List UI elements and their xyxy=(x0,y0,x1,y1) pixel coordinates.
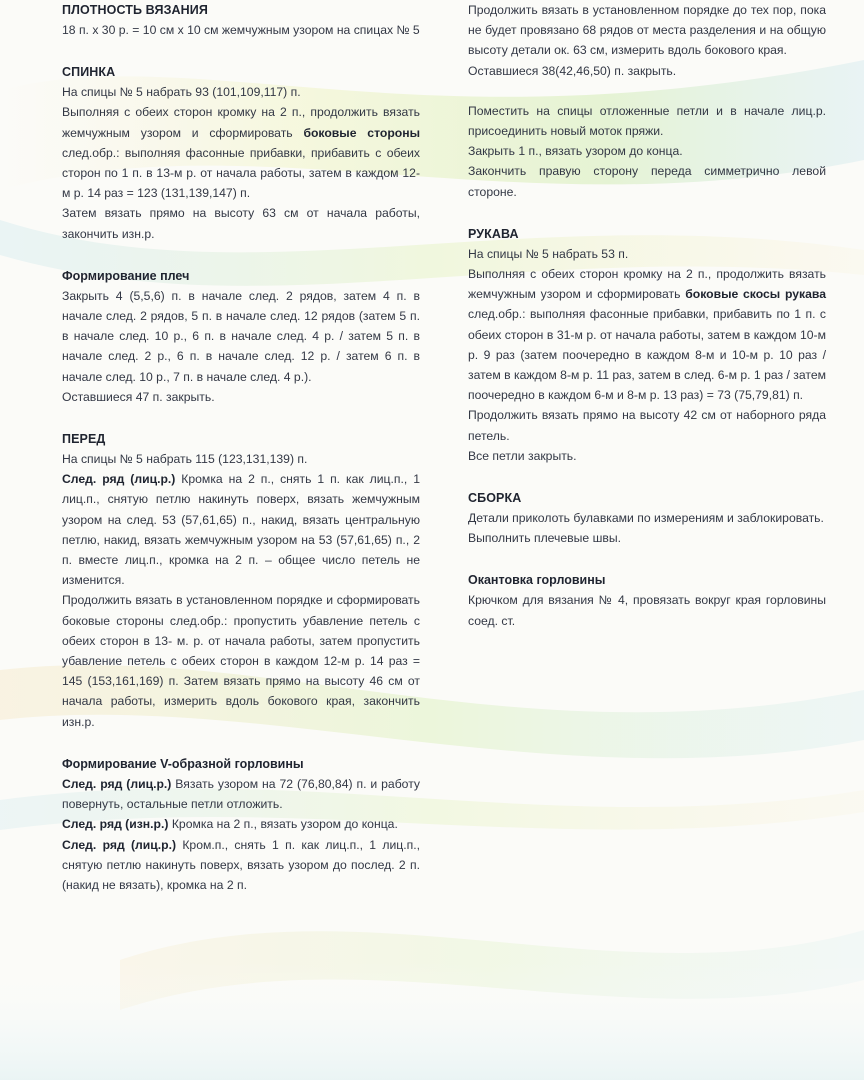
sleeves-paragraph-1: На спицы № 5 набрать 53 п. xyxy=(468,246,629,261)
section-neckline xyxy=(468,570,826,630)
section-vneck xyxy=(62,754,420,895)
assembly-paragraph-2: Выполнить плечевые швы. xyxy=(468,531,621,546)
section-shoulders xyxy=(62,266,420,407)
vneck-p1-lead: След. ряд (лиц.р.) xyxy=(62,776,172,791)
vneck-paragraph-3 xyxy=(62,835,420,896)
continue-paragraph-3: Поместить на спицы отложенные петли и в начале лиц.р. присоединить новый моток пряжи. xyxy=(468,103,826,139)
right-column xyxy=(468,0,826,631)
sleeves-heading: РУКАВА xyxy=(468,226,519,241)
continue-paragraph-2: Оставшиеся 38(42,46,50) п. закрыть. xyxy=(468,63,677,78)
left-column xyxy=(62,0,420,895)
front-heading: ПЕРЕД xyxy=(62,432,106,447)
sleeves-paragraph-2 xyxy=(468,264,826,405)
sleeves-p2-bold: боковые скосы рукава xyxy=(685,287,827,302)
vneck-p2-text: Кромка на 2 п., вязать узором до конца. xyxy=(171,817,398,832)
continue-paragraph-1: Продолжить вязать в установленном порядке до тех пор, пока не будет провязано 68 рядов от места разделения и на общую высоту детали ок. 63 см, измерить вдоль бокового края. xyxy=(468,3,826,58)
assembly-heading: СБОРКА xyxy=(468,491,522,506)
sleeves-p2-start: Выполняя с обеих сторон кромку на 2 п., продолжить вязать жемчужным узором и сформировать xyxy=(468,267,826,302)
neckline-paragraph-1: Крючком для вязания № 4, провязать вокруг края горловины соед. ст. xyxy=(468,593,826,628)
shoulders-paragraph-1: Закрыть 4 (5,5,6) п. в начале след. 2 рядов, затем 4 п. в начале след. 2 рядов, 5 п. в начале след. 12 рядов (затем 5 п. в начале след. 10 р., 6 п. в начале след. 4 р. / затем 5 п. в начале след. 2 р., 6 п. в начале след. 12 р. / затем 6 п. в начале след. 10 р., 7 п. в начале след. 4 р.). xyxy=(62,288,420,384)
vneck-p3-lead: След. ряд (лиц.р.) xyxy=(62,837,177,852)
assembly-paragraph-1: Детали приколоть булавками по измерениям и заблокировать. xyxy=(468,511,824,526)
vneck-p1-text: Вязать узором на 72 (76,80,84) п. и работу повернуть, остальные петли отложить. xyxy=(62,776,421,812)
front-p2-text: Кромка на 2 п., снять 1 п. как лиц.п., 1 лиц.п., снятую петлю накинуть поверх, вязать жемчужным узором на след. 53 (57,61,65) п., накид, вязать центральную петлю, накид, вязать жемчужным узором на 53 (57,61,65) п., 2 п. вместе лиц.п., кромка на 2 п. – общее число петель не изменится. xyxy=(62,472,421,588)
sleeves-paragraph-3: Продолжить вязать прямо на высоту 42 см от наборного ряда петель. xyxy=(468,408,826,443)
section-front xyxy=(62,429,420,732)
front-paragraph-3: Продолжить вязать в установленном порядке и сформировать боковые стороны след.обр.: пропустить убавление петель с обеих сторон в 13- м. р. от начала работы, затем пропустить убавление петель с обеих сторон в каждом 12-м р. 14 раз = 145 (153,161,169) п. Затем вязать прямо на высоту 46 см от начала работы, измерить вдоль бокового края, закончить изн.р. xyxy=(62,593,420,729)
back-p2-start: Выполняя с обеих сторон кромку на 2 п., продолжить вязать жемчужным узором и сформировать xyxy=(62,105,420,140)
sleeves-p2-end: след.обр.: выполняя фасонные прибавки, прибавить по 1 п. с обеих сторон в 31-м р. от начала работы, затем в каждом 10-м р. 9 раз (затем поочередно в каждом 8-м и 10-м р. 10 раз / затем в каждом 8-м р. 11 раз, затем в след. 6-м р. 1 раз / затем поочередно в каждом 6-м и 8-м р. 13 раз) = 73 (75,79,81) п. xyxy=(468,307,826,403)
vneck-paragraph-1 xyxy=(62,774,420,814)
front-p2-lead: След. ряд (лиц.р.) xyxy=(62,472,176,487)
sleeves-paragraph-4: Все петли закрыть. xyxy=(468,448,577,463)
section-sleeves xyxy=(468,224,826,466)
vneck-p2-lead: След. ряд (изн.р.) xyxy=(62,817,169,832)
shoulders-paragraph-2: Оставшиеся 47 п. закрыть. xyxy=(62,389,215,404)
vneck-p3-text: Кром.п., снять 1 п. как лиц.п., 1 лиц.п., снятую петлю накинуть поверх, вязать узором до послед. 2 п. (накид не вязать), кромка на 2 п. xyxy=(62,837,421,892)
section-assembly xyxy=(468,488,826,548)
back-paragraph-1: На спицы № 5 набрать 93 (101,109,117) п. xyxy=(62,85,301,100)
vneck-paragraph-2 xyxy=(62,814,420,834)
density-text: 18 п. х 30 р. = 10 см х 10 см жемчужным узором на спицах № 5 xyxy=(62,23,420,37)
front-paragraph-2 xyxy=(62,469,420,590)
density-heading: ПЛОТНОСТЬ ВЯЗАНИЯ xyxy=(62,3,208,17)
back-heading: СПИНКА xyxy=(62,65,116,80)
back-p2-bold: боковые стороны xyxy=(303,125,420,140)
back-paragraph-3: Затем вязать прямо на высоту 63 см от начала работы, закончить изн.р. xyxy=(62,206,420,241)
front-paragraph-1: На спицы № 5 набрать 115 (123,131,139) п. xyxy=(62,452,308,467)
section-front-continued xyxy=(468,0,826,202)
section-back xyxy=(62,62,420,244)
shoulders-heading: Формирование плеч xyxy=(62,268,190,283)
section-density xyxy=(62,0,420,40)
vneck-heading: Формирование V-образной горловины xyxy=(62,756,304,771)
back-paragraph-2 xyxy=(62,102,420,203)
continue-paragraph-5: Закончить правую сторону переда симметрично левой стороне. xyxy=(468,164,826,199)
back-p2-end: след.обр.: выполняя фасонные прибавки, прибавить с обеих сторон по 1 п. в 13-м р. от начала работы, затем в каждом 12-м р. 14 раз = 123 (131,139,147) п. xyxy=(62,145,420,201)
continue-paragraph-4: Закрыть 1 п., вязать узором до конца. xyxy=(468,144,683,159)
neckline-heading: Окантовка горловины xyxy=(468,573,606,588)
